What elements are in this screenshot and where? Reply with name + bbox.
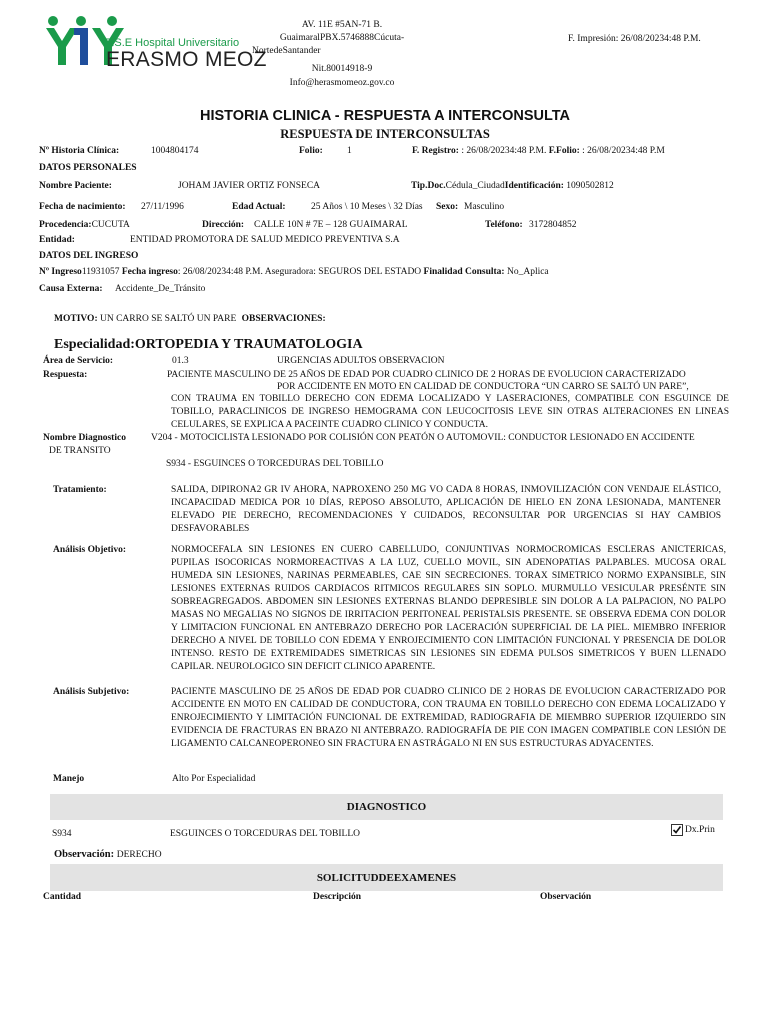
diag-obs-label: Observación:: [54, 849, 115, 860]
hc-value: 1004804174: [151, 146, 199, 156]
objetivo-label: Análisis Objetivo:: [53, 545, 127, 555]
respuesta-line1: PACIENTE MASCULINO DE 25 AÑOS DE EDAD POR CUADRO CLINICO DE 2 HORAS DE EVOLUCION CARACTERIZADO: [167, 370, 686, 380]
tratamiento-label: Tratamiento:: [53, 485, 107, 495]
diag-observation: [54, 849, 162, 860]
ffolio-label: F.Folio:: [548, 146, 580, 156]
page-subtitle: RESPUESTA DE INTERCONSULTAS: [280, 127, 490, 141]
diag-obs-value: DERECHO: [116, 850, 162, 860]
logo-line2: ERASMO MEOZ: [106, 48, 267, 71]
dx-s934: S934 - ESGUINCES O TORCEDURAS DEL TOBILLO: [166, 459, 384, 469]
print-date: F. Impresión: 26/08/20234:48 P.M.: [568, 34, 701, 44]
page-title: HISTORIA CLINICA - RESPUESTA A INTERCONSULTA: [199, 108, 571, 124]
registro-value: : 26/08/20234:48 P.M.: [461, 146, 547, 156]
birth-label: Fecha de nacimiento:: [39, 202, 126, 212]
subjetivo-label: Análisis Subjetivo:: [53, 687, 130, 697]
cause-value: Accidente_De_Tránsito: [115, 284, 206, 294]
address-line: AV. 11E #5AN-71 B.: [301, 20, 383, 30]
objetivo-text: NORMOCEFALA SIN LESIONES EN CUERO CABELLUDO, CONJUNTIVAS NORMOCROMICAS ESCLERAS ANICTERICAS, PUPILAS ISOCORICAS NORMOREACTIVAS A LA LUZ, CUELLO MOVIL, SIN ADENOPATIAS PALPABLES. MUCOSA ORAL HUMEDA SIN LESIONES, NARINAS PERMEABLES, CAE SIN SECRECIONES. TORAX SIMETRICO NORMO EXPANSIBLE, SIN LESIONES EXTERNAS RUIDOS CARDIACOS RITMICOS REGULARES SIN SOPLO. MURMULLO VESICULAR PRESÉNTE SIN SOBREAGREGADOS. ABDOMEN SIN LESIONES EXTERNAS BLANDO DEPRESIBLE SIN DOLOR A LA PALPACION, NO PALPO MASAS NO MEGALIAS NO SIGNOS DE IRRITACION PERITONEAL PERISTALSIS PRESENTE. SE OBSERVA EDEMA CON DOLOR Y LIMITACION FUNCIONAL EN ANTEBRAZO DERECHO POR LACERACIÓN SUPERFICIAL DE LA PIEL. MIEMBRO INFERIOR DERECHO A NIVEL DE TOBILLO CON EDEMA Y ENROJECIMIENTO CON LIMITACIÓN FUNCIONAL Y PRESENCIA DE DOLOR INTENSO. RESTO DE EXTREMIDADES SIMETRICAS SIN LESIONES SIN EDEMA PULSOS SIMETRICOS Y BUEN LLENADO CAPILAR. NEUROLOGICO SIN DEFICIT CLINICO APARENTE.: [171, 545, 726, 672]
name-value: JOHAM JAVIER ORTIZ FONSECA: [178, 181, 321, 191]
ingreso-row: [39, 266, 549, 279]
dxprin-label: Dx.Prin: [685, 825, 715, 836]
motivo-label: MOTIVO:: [54, 314, 98, 324]
registro-label: F. Registro:: [412, 146, 459, 156]
especialidad: [54, 337, 363, 353]
observaciones-label: OBSERVACIONES:: [241, 314, 326, 324]
ingreso-date-value: : 26/08/20234:48 P.M.: [177, 267, 263, 277]
address-line: GuaimaralPBX.5746888Cúcuta-: [279, 33, 405, 43]
area-name: URGENCIAS ADULTOS OBSERVACION: [277, 356, 445, 366]
especialidad-label: Especialidad:: [54, 337, 135, 352]
ingreso-num-label: Nº Ingreso: [39, 267, 82, 277]
respuesta-text: CON TRAUMA EN TOBILLO DERECHO CON EDEMA LOCALIZADO Y LASERACIONES, COMPATIBLE CON ESGUINCE DE TOBILLO, PARACLINICOS DE INGRESO HEMOGRAMA CON LEUCOCITOSIS LEVE SIN OTRAS ALTERACIONES EN LINEAS CELULARES, SE EXPLICA A PACEINTE CUADRO CLINICO Y CONDUCTA.: [171, 394, 729, 430]
col-cantidad: Cantidad: [43, 892, 82, 902]
address-line: NortedeSantander: [252, 46, 321, 56]
purpose-label: Finalidad Consulta:: [423, 267, 505, 277]
area-label: Área de Servicio:: [43, 356, 113, 366]
origin-label: Procedencia:: [39, 220, 92, 230]
dxname-label-cont: DE TRANSITO: [49, 446, 111, 456]
hospital-logo: [44, 15, 267, 71]
subjetivo-text: PACIENTE MASCULINO DE 25 AÑOS DE EDAD POR CUADRO CLINICO DE 2 HORAS DE EVOLUCION CARACTERIZADO POR ACCIDENTE EN MOTO EN CALIDAD DE CONDUCTORA, CON TRAUMA EN TOBILLO DERECHO CON EDEMA LOCALIZADO Y ENROJECIMIENTO Y LIMITACIÓN FUNCIONAL DE EXTREMIDAD, RADIOGRAFIA DE MIEMBRO SUPERIOR IZQUIERDO SIN EVIDENCIA DE FRACTURAS EN BRAZO NI ANTEBRAZO. RADIOGRAFÍA DE PIE CON IMAGEN COMPATIBLE CON LESIÓN DE LIGAMENTO CALCANEOPERONEO SIN FRACTURA EN ASTRÁGALO NI EN SUS ESTRUCTURAS ADYACENTES.: [171, 687, 726, 749]
col-descripcion: Descripción: [313, 892, 362, 902]
dx-v204: V204 - MOTOCICLISTA LESIONADO POR COLISIÓN CON PEATÓN O AUTOMOVIL: CONDUCTOR LESIONADO EN ACCIDENTE: [151, 433, 695, 443]
insurer-label: Aseguradora:: [264, 267, 316, 277]
diag-desc: ESGUINCES O TORCEDURAS DEL TOBILLO: [170, 829, 361, 839]
dxname-label: Nombre Diagnostico: [43, 433, 126, 443]
origin-row: [39, 219, 130, 232]
insurer-value: SEGUROS DEL ESTADO: [318, 267, 422, 277]
tipdoc-value: Cédula_Ciudad: [445, 181, 505, 191]
motivo-row: [54, 313, 326, 326]
area-code: 01.3: [172, 356, 189, 366]
respuesta-line2: POR ACCIDENTE EN MOTO EN CALIDAD DE CONDUCTORA “UN CARRO SE SALTÓ UN PARE”,: [277, 382, 689, 392]
doc-row: [411, 180, 614, 193]
hospital-address: [252, 19, 432, 58]
entity-label: Entidad:: [39, 235, 75, 245]
manejo-label: Manejo: [53, 774, 85, 784]
respuesta-label: Respuesta:: [43, 370, 88, 380]
folio-value: 1: [347, 146, 352, 156]
diag-code: S934: [52, 829, 72, 839]
especialidad-value: ORTOPEDIA Y TRAUMATOLOGIA: [134, 337, 363, 352]
logo-line1: E.S.E Hospital Universitario: [104, 37, 240, 49]
folio-label: Folio:: [299, 146, 323, 156]
tratamiento-text: SALIDA, DIPIRONA2 GR IV AHORA, NAPROXENO 250 MG VO CADA 8 HORAS, INMOVILIZACIÓN CON VENDAJE ELÁSTICO, INCAPACIDAD MEDICA POR 10 DÍAS, REPOSO ABSOLUTO, APLICACIÓN DE HIELO EN ZONA LESIONADA, MANTENER ELEVADO PIE DERECHO, RECOMENDACIONES Y CUIDADOS, RECONSULTAR POR URGENCIAS SI HAY CAMBIOS DESFAVORABLES: [171, 485, 721, 534]
sex-value: Masculino: [464, 202, 505, 212]
diagnostico-header: DIAGNOSTICO: [50, 794, 723, 820]
col-observacion: Observación: [540, 892, 592, 902]
section-personal: DATOS PERSONALES: [39, 163, 137, 173]
phone-label: Teléfono:: [485, 220, 523, 230]
motivo-value: UN CARRO SE SALTÓ UN PARE: [100, 314, 237, 324]
birth-value: 27/11/1996: [141, 202, 184, 212]
tipdoc-label: Tip.Doc.: [411, 181, 446, 191]
purpose-value: No_Aplica: [506, 267, 549, 277]
origin-value: CUCUTA: [91, 220, 130, 230]
id-value: 1090502812: [566, 181, 614, 191]
ingreso-num-value: 11931057: [81, 267, 120, 277]
hc-label: Nº Historia Clínica:: [39, 146, 120, 156]
address-label: Dirección:: [202, 220, 245, 230]
manejo-value: Alto Por Especialidad: [172, 774, 256, 784]
phone-value: 3172804852: [529, 220, 577, 230]
name-label: Nombre Paciente:: [39, 181, 112, 191]
ffolio-value: : 26/08/20234:48 P.M: [582, 146, 665, 156]
sex-label: Sexo:: [436, 202, 459, 212]
ingreso-date-label: Fecha ingreso: [121, 267, 178, 277]
examenes-header: SOLICITUDDEEXAMENES: [50, 864, 723, 891]
cause-label: Causa Externa:: [39, 284, 103, 294]
id-label: Identificación:: [504, 181, 564, 191]
hospital-nit: Nit.80014918-9: [311, 64, 373, 74]
address-value: CALLE 10N # 7E – 128 GUAIMARAL: [254, 220, 408, 230]
checkbox-checked-icon[interactable]: [671, 824, 683, 836]
age-label: Edad Actual:: [232, 202, 286, 212]
age-value: 25 Años \ 10 Meses \ 32 Días: [311, 202, 423, 212]
section-ingreso: DATOS DEL INGRESO: [39, 251, 139, 261]
hospital-email: Info@herasmomeoz.gov.co: [289, 78, 395, 88]
registro-row: [412, 145, 665, 158]
entity-value: ENTIDAD PROMOTORA DE SALUD MEDICO PREVENTIVA S.A: [130, 235, 400, 245]
dxprin[interactable]: [671, 824, 715, 837]
